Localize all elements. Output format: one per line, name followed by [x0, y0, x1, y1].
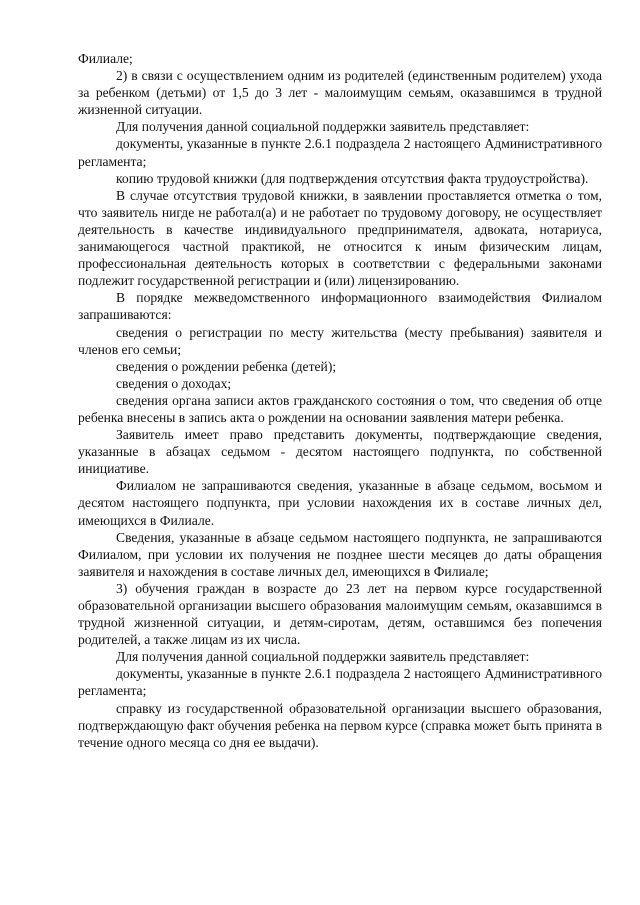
- paragraph-documents-2: документы, указанные в пункте 2.6.1 подраздела 2 настоящего Административного регламента;: [78, 666, 602, 699]
- paragraph-item-2: 2) в связи с осуществлением одним из родителей (единственным родителем) ухода за ребенком (детьми) от 1,5 до 3 лет - малоимущим семьям, оказавшимся в трудной жизненной ситуации.: [78, 68, 602, 118]
- paragraph-registration-info: сведения о регистрации по месту жительства (месту пребывания) заявителя и членов его семьи;: [78, 324, 602, 357]
- paragraph-income-info: сведения о доходах;: [116, 375, 232, 391]
- paragraph-interagency-request: В порядке межведомственного информационного взаимодействия Филиалом запрашиваются:: [78, 290, 602, 323]
- paragraph-birth-info: сведения о рождении ребенка (детей);: [116, 358, 337, 374]
- paragraph-no-employment-record: В случае отсутствия трудовой книжки, в заявлении проставляется отметка о том, что заявитель нигде не работал(а) и не работает по трудовому договору, не осуществляет деятельность в качестве индивидуального предпринимателя, адвоката, нотариуса, занимающегося частной практикой, не относится к иным физическим лицам, профессиональная деятельность которых в соответствии с федеральными законами подлежит государственной регистрации и (или) лицензированию.: [78, 187, 602, 289]
- paragraph-six-months: Сведения, указанные в абзаце седьмом настоящего подпункта, не запрашиваются Филиалом, при условии их получения не позднее шести месяцев до даты обращения заявителя и нахождения в составе личных дел, имеющихся в Филиале;: [78, 529, 602, 579]
- paragraph-requirements-intro-2: Для получения данной социальной поддержки заявитель представляет:: [116, 649, 530, 665]
- paragraph-university-certificate: справку из государственной образовательной организации высшего образования, подтверждающую факт обучения ребенка на первом курсе (справка может быть принята в течение одного месяца со дня ее выдачи).: [78, 700, 602, 750]
- paragraph-item-3: 3) обучения граждан в возрасте до 23 лет на первом курсе государственной образовательной организации высшего образования малоимущим семьям, оказавшимся в трудной жизненной ситуации, и детям-сиротам, детям, оставшимся без попечения родителей, а также лицам из их числа.: [78, 580, 602, 648]
- paragraph-civil-registry-info: сведения органа записи актов гражданского состояния о том, что сведения об отце ребенка внесены в запись акта о рождении на основании заявления матери ребенка.: [78, 392, 602, 425]
- paragraph-not-requested: Филиалом не запрашиваются сведения, указанные в абзаце седьмом, восьмом и десятом настоящего подпункта, при условии нахождения их в составе личных дел, имеющихся в Филиале.: [78, 478, 602, 528]
- paragraph-applicant-right: Заявитель имеет право представить документы, подтверждающие сведения, указанные в абзацах седьмом - десятом настоящего подпункта, по собственной инициативе.: [78, 427, 602, 477]
- paragraph-documents: документы, указанные в пункте 2.6.1 подраздела 2 настоящего Административного регламента;: [78, 136, 602, 169]
- paragraph-requirements-intro: Для получения данной социальной поддержки заявитель представляет:: [116, 119, 530, 135]
- paragraph-continuation: Филиале;: [78, 51, 133, 66]
- paragraph-employment-record: копию трудовой книжки (для подтверждения отсутствия факта трудоустройства).: [116, 170, 589, 186]
